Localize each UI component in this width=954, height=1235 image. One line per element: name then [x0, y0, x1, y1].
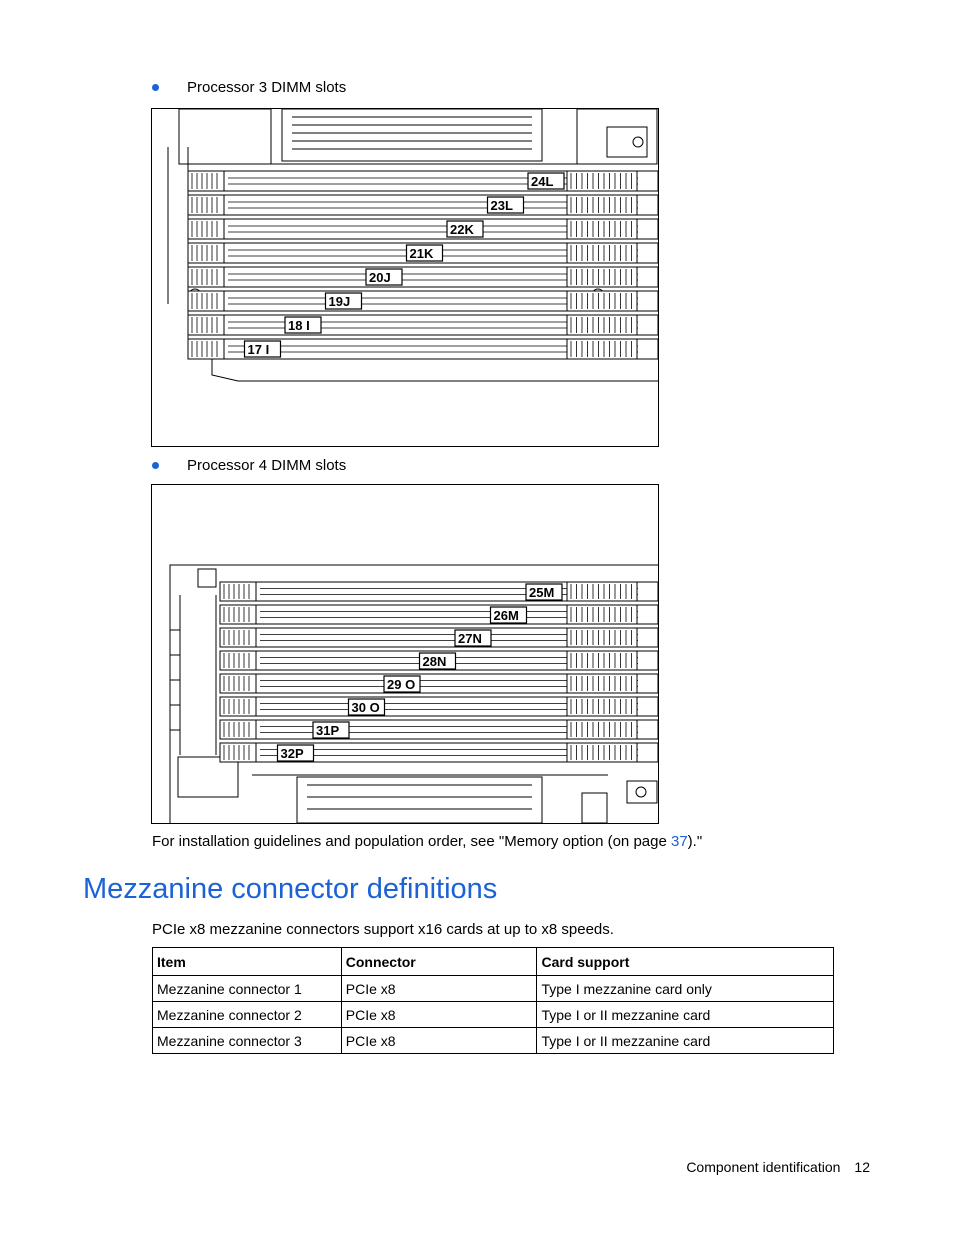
slot-label: 23L — [490, 198, 513, 213]
dimm-slot — [188, 219, 658, 239]
footer-section-name: Component identification — [686, 1159, 841, 1175]
slot-label: 22K — [450, 222, 474, 237]
slot-label: 27N — [458, 631, 482, 646]
slot-label: 25M — [529, 585, 555, 600]
table-row — [153, 1028, 834, 1054]
installation-note-suffix: )." — [687, 833, 703, 850]
dimm-slot — [188, 291, 658, 311]
dimm-slot — [220, 743, 658, 762]
slot-label: 28N — [422, 654, 447, 669]
section-intro: PCIe x8 mezzanine connectors support x16 cards at up to x8 speeds. — [152, 921, 614, 938]
processor-3-dimm-svg — [152, 109, 658, 446]
page-37-link[interactable]: 37 — [670, 833, 688, 850]
dimm-slot — [220, 582, 658, 601]
slot-label: 20J — [369, 270, 391, 285]
header-card-support: Card support — [537, 948, 834, 976]
bullet-dot-icon — [152, 84, 159, 91]
dimm-slot — [220, 605, 658, 624]
dimm-slot — [188, 267, 658, 287]
header-item: Item — [153, 948, 342, 976]
table-cell: PCIe x8 — [341, 976, 537, 1002]
dimm-slot — [188, 243, 658, 263]
slot-label: 17 I — [247, 342, 270, 357]
slot-label: 21K — [409, 246, 434, 261]
dimm-slot — [188, 171, 658, 191]
table-cell: Type I or II mezzanine card — [537, 1028, 834, 1054]
dimm-slot — [188, 339, 658, 359]
header-connector: Connector — [341, 948, 537, 976]
installation-note — [152, 833, 702, 850]
slot-label: 29 O — [387, 677, 416, 692]
table-cell: Mezzanine connector 3 — [153, 1028, 342, 1054]
bullet-text: Processor 3 DIMM slots — [187, 79, 347, 96]
slot-label: 26M — [493, 608, 519, 623]
slot-label: 24L — [531, 174, 554, 189]
processor-3-dimm-diagram — [151, 108, 659, 447]
slot-label: 19J — [328, 294, 351, 309]
dimm-slot — [220, 720, 658, 739]
dimm-slot — [220, 697, 658, 716]
processor-4-dimm-diagram — [151, 484, 659, 824]
table-cell: Mezzanine connector 2 — [153, 1002, 342, 1028]
table-header-row — [153, 948, 834, 976]
page-number: 12 — [854, 1159, 870, 1175]
slot-label: 18 I — [288, 318, 310, 333]
table-cell: Mezzanine connector 1 — [153, 976, 342, 1002]
table-cell: Type I or II mezzanine card — [537, 1002, 834, 1028]
dimm-slot — [220, 674, 658, 693]
processor-4-dimm-svg — [152, 485, 658, 823]
page-footer — [686, 1159, 870, 1175]
installation-note-prefix: For installation guidelines and population order, see "Memory option (on page — [152, 833, 671, 850]
table-row — [153, 976, 834, 1002]
dimm-slot — [188, 195, 658, 215]
table-cell: PCIe x8 — [341, 1028, 537, 1054]
dimm-slot — [188, 315, 658, 335]
mezzanine-table — [152, 947, 834, 1054]
table-row — [153, 1002, 834, 1028]
section-heading: Mezzanine connector definitions — [83, 873, 498, 905]
table-cell: Type I mezzanine card only — [537, 976, 834, 1002]
slot-label: 31P — [316, 723, 340, 738]
dimm-slot — [220, 628, 658, 647]
slot-label: 30 O — [351, 700, 380, 715]
slot-label: 32P — [280, 746, 304, 761]
bullet-dot-icon — [152, 462, 159, 469]
bullet-text: Processor 4 DIMM slots — [187, 457, 347, 474]
dimm-slot — [220, 651, 658, 670]
table-cell: PCIe x8 — [341, 1002, 537, 1028]
